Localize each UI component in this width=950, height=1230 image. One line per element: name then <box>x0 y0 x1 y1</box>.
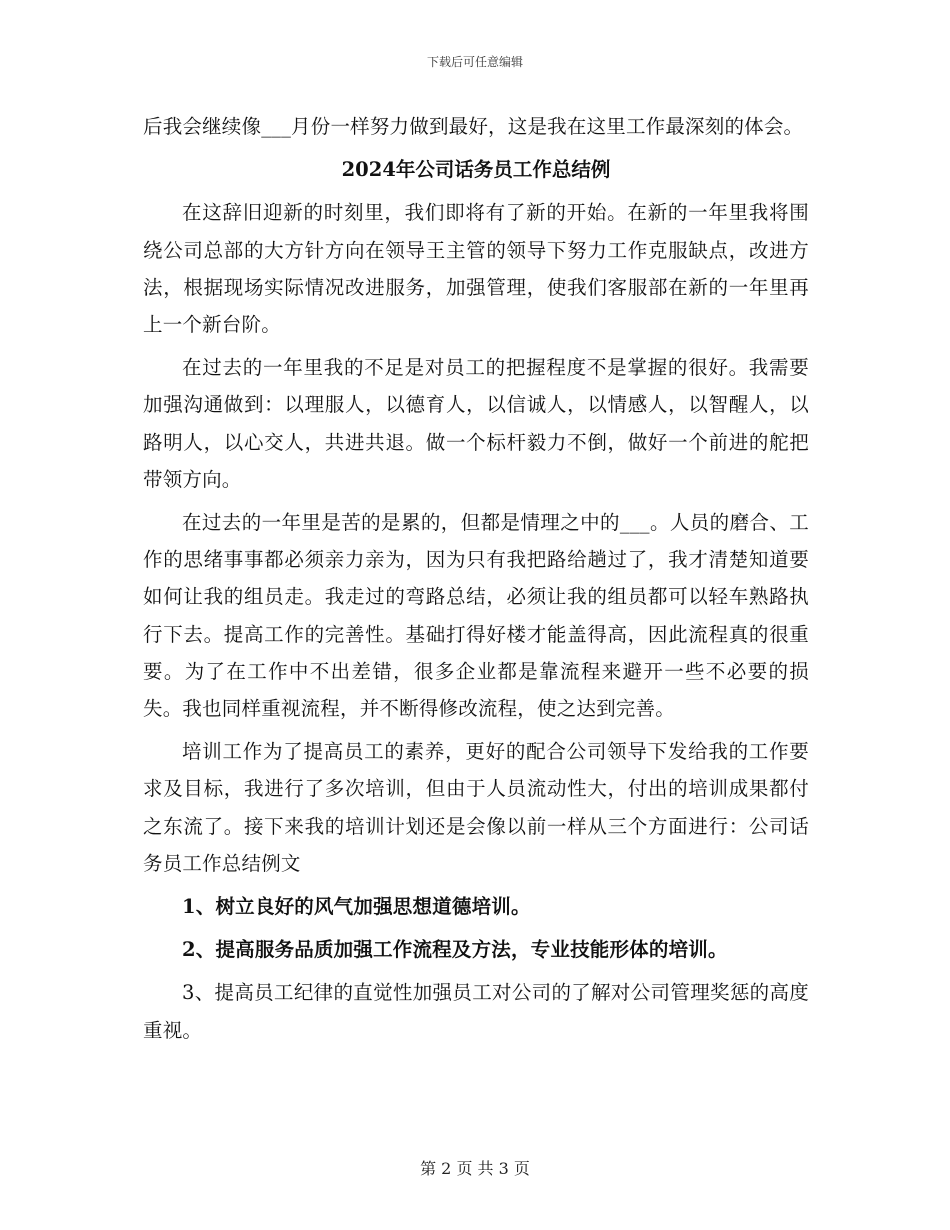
paragraph-3: 在过去的一年里是苦的是累的，但都是情理之中的___。人员的磨合、工作的思绪事事都必须亲力亲为，因为只有我把路给趟过了，我才清楚知道要如何让我的组员走。我走过的弯路总结，必须让我的组员都可以轻车熟路执行下去。提高工作的完善性。基础打得好楼才能盖得高，因此流程真的很重要。为了在工作中不出差错，很多企业都是靠流程来避开一些不必要的损失。我也同样重视流程，并不断得修改流程，使之达到完善。 <box>143 511 809 721</box>
list-item-2: 2、提高服务品质加强工作流程及方法，专业技能形体的培训。 <box>182 938 728 962</box>
page-header: 下载后可任意编辑 <box>426 55 523 69</box>
document-title: 2024年公司话务员工作总结例 <box>341 158 611 182</box>
paragraph-1: 在这辞旧迎新的时刻里，我们即将有了新的开始。在新的一年里我将围绕公司总部的大方针方向在领导王主管的领导下努力工作克服缺点，改进方法，根据现场实际情况改进服务，加强管理，使我们客服部在新的一年里再上一个新台阶。 <box>143 201 809 337</box>
page-number: 第 2 页 共 3 页 <box>420 1159 530 1178</box>
list-item-1: 1、树立良好的风气加强思想道德培训。 <box>182 895 531 919</box>
document-body <box>143 108 809 1055</box>
paragraph-4: 培训工作为了提高员工的素养，更好的配合公司领导下发给我的工作要求及目标，我进行了多次培训，但由于人员流动性大，付出的培训成果都付之东流了。接下来我的培训计划还是会像以前一样从三个方面进行：公司话务员工作总结例文 <box>143 740 809 875</box>
list-item-3: 3、提高员工纪律的直觉性加强员工对公司的了解对公司管理奖惩的高度重视。 <box>143 981 809 1042</box>
paragraph-2: 在过去的一年里我的不足是对员工的把握程度不是掌握的很好。我需要加强沟通做到：以理服人，以德育人，以信诚人，以情感人，以智醒人，以路明人，以心交人，共进共退。做一个标杆毅力不倒，做好一个前进的舵把带领方向。 <box>143 356 809 491</box>
continuation-paragraph: 后我会继续像___月份一样努力做到最好，这是我在这里工作最深刻的体会。 <box>143 115 804 138</box>
